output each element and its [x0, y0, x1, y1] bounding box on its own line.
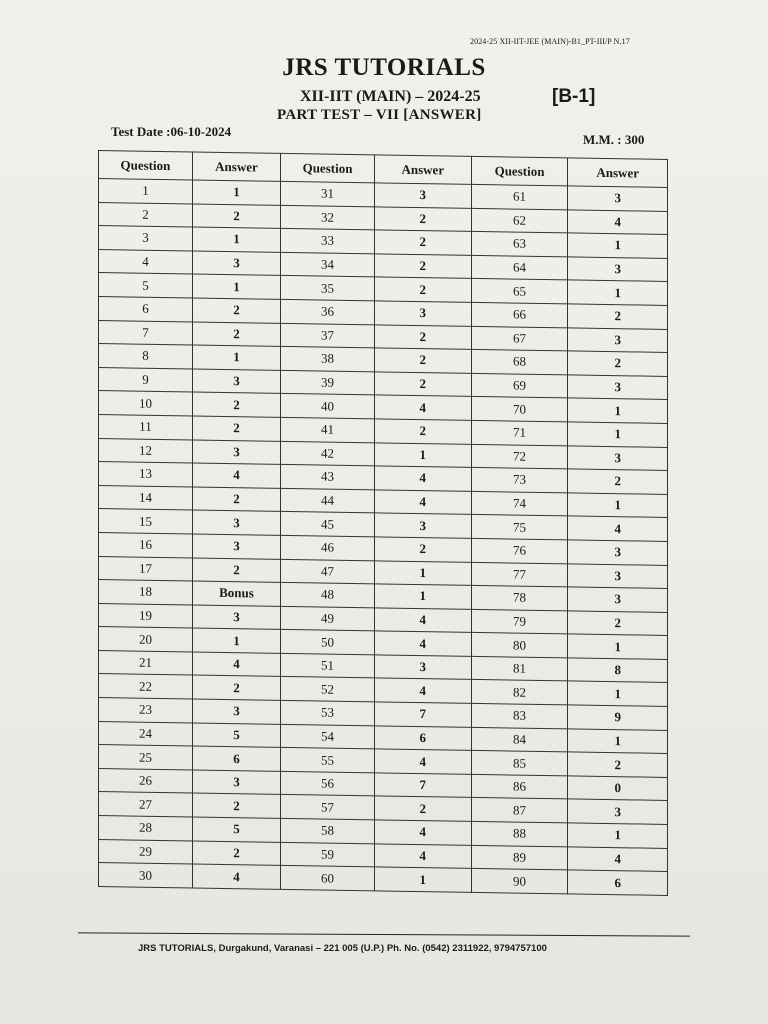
answer-cell: 1	[374, 867, 471, 892]
answer-cell: 3	[374, 301, 471, 326]
question-cell: 36	[281, 299, 375, 324]
question-cell: 6	[99, 296, 193, 321]
question-cell: 38	[281, 347, 375, 372]
question-cell: 35	[281, 276, 375, 301]
part-test-title: PART TEST – VII [ANSWER]	[277, 107, 482, 123]
answer-cell: 2	[192, 204, 280, 229]
question-cell: 12	[99, 438, 193, 463]
question-cell: 49	[281, 606, 375, 631]
column-header: Answer	[568, 158, 668, 188]
answer-cell: 2	[192, 487, 280, 512]
answer-cell: 3	[374, 183, 471, 208]
answer-cell: 3	[568, 257, 668, 282]
answer-cell: 3	[192, 440, 280, 465]
answer-cell: 4	[192, 463, 280, 488]
answer-cell: 3	[192, 510, 280, 535]
answer-cell: 3	[192, 605, 280, 630]
question-cell: 86	[471, 774, 568, 799]
answer-cell: 1	[568, 729, 668, 754]
answer-cell: 3	[568, 587, 668, 612]
answer-cell: 9	[568, 705, 668, 730]
question-cell: 57	[281, 795, 375, 820]
answer-cell: 1	[568, 493, 668, 518]
answer-cell: 5	[192, 723, 280, 748]
question-cell: 2	[99, 202, 193, 227]
question-cell: 70	[471, 397, 568, 422]
question-cell: 48	[281, 582, 375, 607]
answer-cell: 3	[568, 540, 668, 565]
answer-cell: 2	[192, 793, 280, 818]
answer-cell: 2	[374, 537, 471, 562]
answer-cell: 3	[568, 186, 668, 211]
question-cell: 19	[99, 603, 193, 628]
answer-cell: 1	[192, 180, 280, 205]
answer-cell: 1	[374, 584, 471, 609]
answer-cell: 6	[568, 870, 668, 895]
question-cell: 90	[471, 869, 568, 894]
answer-cell: 3	[192, 369, 280, 394]
question-cell: 29	[99, 839, 193, 864]
footer-address: JRS TUTORIALS, Durgakund, Varanasi – 221 005 (U.P.) Ph. No. (0542) 2311922, 9794757100	[138, 943, 547, 954]
question-cell: 73	[471, 467, 568, 492]
question-cell: 60	[281, 866, 375, 891]
question-cell: 87	[471, 798, 568, 823]
answer-cell: 2	[192, 298, 280, 323]
question-cell: 1	[99, 179, 193, 204]
answer-cell: 1	[568, 681, 668, 706]
answer-cell: 1	[568, 233, 668, 258]
max-marks: M.M. : 300	[583, 132, 645, 147]
course-subtitle: XII-IIT (MAIN) – 2024-25	[300, 88, 481, 105]
question-cell: 80	[471, 633, 568, 658]
question-cell: 68	[471, 350, 568, 375]
question-cell: 53	[281, 700, 375, 725]
question-cell: 75	[471, 515, 568, 540]
column-header: Answer	[374, 155, 471, 185]
question-cell: 16	[99, 532, 193, 557]
answer-cell: 2	[192, 841, 280, 866]
answer-cell: 2	[374, 372, 471, 397]
answer-cell: 4	[568, 209, 668, 234]
question-cell: 39	[281, 370, 375, 395]
question-cell: 15	[99, 509, 193, 534]
answer-cell: 3	[568, 327, 668, 352]
answer-cell: 8	[568, 658, 668, 683]
question-cell: 10	[99, 391, 193, 416]
answer-cell: 7	[374, 773, 471, 798]
answer-cell: 2	[568, 304, 668, 329]
answer-cell: 3	[192, 770, 280, 795]
question-cell: 47	[281, 559, 375, 584]
question-cell: 71	[471, 420, 568, 445]
answer-cell: 6	[374, 725, 471, 750]
question-cell: 4	[99, 249, 193, 274]
question-cell: 40	[281, 394, 375, 419]
question-cell: 55	[281, 748, 375, 773]
answer-cell: 2	[192, 675, 280, 700]
question-cell: 56	[281, 771, 375, 796]
answer-cell: 1	[192, 345, 280, 370]
question-cell: 13	[99, 462, 193, 487]
question-cell: 66	[471, 302, 568, 327]
document-reference: 2024-25 XII-IIT-JEE (MAIN)-B1_PT-III/P N.17	[470, 37, 630, 46]
answer-cell: 4	[374, 608, 471, 633]
answer-cell: 3	[568, 375, 668, 400]
question-cell: 31	[281, 181, 375, 206]
batch-code: [B-1]	[552, 86, 596, 107]
answer-cell: 2	[568, 469, 668, 494]
answer-cell: 6	[192, 746, 280, 771]
question-cell: 5	[99, 273, 193, 298]
answer-cell: 1	[192, 274, 280, 299]
question-cell: 79	[471, 609, 568, 634]
answer-cell: Bonus	[192, 581, 280, 606]
answer-cell: 2	[192, 557, 280, 582]
answer-cell: 5	[192, 817, 280, 842]
answer-cell: 7	[374, 702, 471, 727]
question-cell: 46	[281, 535, 375, 560]
question-cell: 54	[281, 724, 375, 749]
question-cell: 89	[471, 845, 568, 870]
question-cell: 65	[471, 279, 568, 304]
column-header: Question	[99, 151, 193, 180]
question-cell: 43	[281, 464, 375, 489]
answer-table-body	[99, 179, 668, 896]
question-cell: 50	[281, 630, 375, 655]
question-cell: 44	[281, 488, 375, 513]
answer-cell: 4	[568, 847, 668, 872]
answer-cell: 2	[374, 348, 471, 373]
answer-cell: 4	[374, 490, 471, 515]
question-cell: 88	[471, 821, 568, 846]
answer-cell: 1	[568, 422, 668, 447]
answer-cell: 2	[374, 254, 471, 279]
question-cell: 26	[99, 768, 193, 793]
footer-divider	[78, 932, 690, 936]
question-cell: 8	[99, 344, 193, 369]
answer-cell: 1	[568, 634, 668, 659]
question-cell: 24	[99, 721, 193, 746]
question-cell: 41	[281, 417, 375, 442]
question-cell: 76	[471, 538, 568, 563]
answer-cell: 2	[568, 752, 668, 777]
answer-cell: 4	[192, 864, 280, 889]
answer-cell: 1	[374, 560, 471, 585]
answer-cell: 2	[374, 419, 471, 444]
answer-cell: 3	[192, 699, 280, 724]
answer-cell: 2	[192, 322, 280, 347]
question-cell: 3	[99, 226, 193, 251]
answer-cell: 1	[192, 227, 280, 252]
answer-cell: 2	[374, 796, 471, 821]
answer-cell: 0	[568, 776, 668, 801]
question-cell: 14	[99, 485, 193, 510]
question-cell: 52	[281, 677, 375, 702]
answer-cell: 1	[192, 628, 280, 653]
answer-cell: 2	[568, 351, 668, 376]
answer-cell: 2	[192, 392, 280, 417]
question-cell: 20	[99, 627, 193, 652]
question-cell: 78	[471, 585, 568, 610]
answer-cell: 4	[374, 678, 471, 703]
answer-cell: 4	[374, 820, 471, 845]
answer-cell: 1	[568, 280, 668, 305]
answer-cell: 4	[374, 466, 471, 491]
answer-cell: 2	[192, 416, 280, 441]
test-date: Test Date :06-10-2024	[111, 124, 232, 139]
question-cell: 62	[471, 208, 568, 233]
question-cell: 27	[99, 792, 193, 817]
column-header: Question	[281, 153, 375, 182]
institute-title: JRS TUTORIALS	[282, 54, 486, 81]
question-cell: 23	[99, 698, 193, 723]
question-cell: 84	[471, 727, 568, 752]
question-cell: 51	[281, 653, 375, 678]
question-cell: 11	[99, 414, 193, 439]
question-cell: 30	[99, 863, 193, 888]
question-cell: 25	[99, 745, 193, 770]
question-cell: 37	[281, 323, 375, 348]
answer-cell: 2	[374, 230, 471, 255]
question-cell: 58	[281, 818, 375, 843]
answer-cell: 1	[568, 823, 668, 848]
answer-cell: 3	[568, 799, 668, 824]
question-cell: 28	[99, 816, 193, 841]
question-cell: 18	[99, 580, 193, 605]
question-cell: 7	[99, 320, 193, 345]
answer-cell: 3	[568, 445, 668, 470]
question-cell: 61	[471, 184, 568, 209]
answer-cell: 1	[568, 398, 668, 423]
question-cell: 17	[99, 556, 193, 581]
answer-cell: 4	[374, 843, 471, 868]
question-cell: 32	[281, 205, 375, 230]
question-cell: 82	[471, 680, 568, 705]
question-cell: 74	[471, 491, 568, 516]
question-cell: 33	[281, 229, 375, 254]
answer-table	[98, 150, 668, 896]
answer-cell: 3	[192, 251, 280, 276]
question-cell: 34	[281, 252, 375, 277]
answer-cell: 2	[568, 611, 668, 636]
question-cell: 81	[471, 656, 568, 681]
answer-cell: 4	[374, 749, 471, 774]
answer-cell: 3	[192, 534, 280, 559]
question-cell: 42	[281, 441, 375, 466]
question-cell: 72	[471, 444, 568, 469]
answer-cell: 1	[374, 442, 471, 467]
answer-cell: 2	[374, 324, 471, 349]
question-cell: 59	[281, 842, 375, 867]
question-cell: 21	[99, 650, 193, 675]
question-cell: 63	[471, 232, 568, 257]
answer-cell: 4	[374, 395, 471, 420]
answer-cell: 3	[374, 655, 471, 680]
question-cell: 64	[471, 255, 568, 280]
question-cell: 83	[471, 703, 568, 728]
question-cell: 22	[99, 674, 193, 699]
answer-cell: 4	[374, 631, 471, 656]
question-cell: 9	[99, 367, 193, 392]
question-cell: 45	[281, 512, 375, 537]
question-cell: 77	[471, 562, 568, 587]
question-cell: 67	[471, 326, 568, 351]
answer-cell: 4	[192, 652, 280, 677]
column-header: Question	[471, 156, 568, 186]
answer-cell: 2	[374, 206, 471, 231]
question-cell: 85	[471, 751, 568, 776]
answer-cell: 3	[568, 563, 668, 588]
answer-cell: 3	[374, 513, 471, 538]
answer-cell: 2	[374, 277, 471, 302]
column-header: Answer	[192, 152, 280, 181]
question-cell: 69	[471, 373, 568, 398]
answer-cell: 4	[568, 516, 668, 541]
